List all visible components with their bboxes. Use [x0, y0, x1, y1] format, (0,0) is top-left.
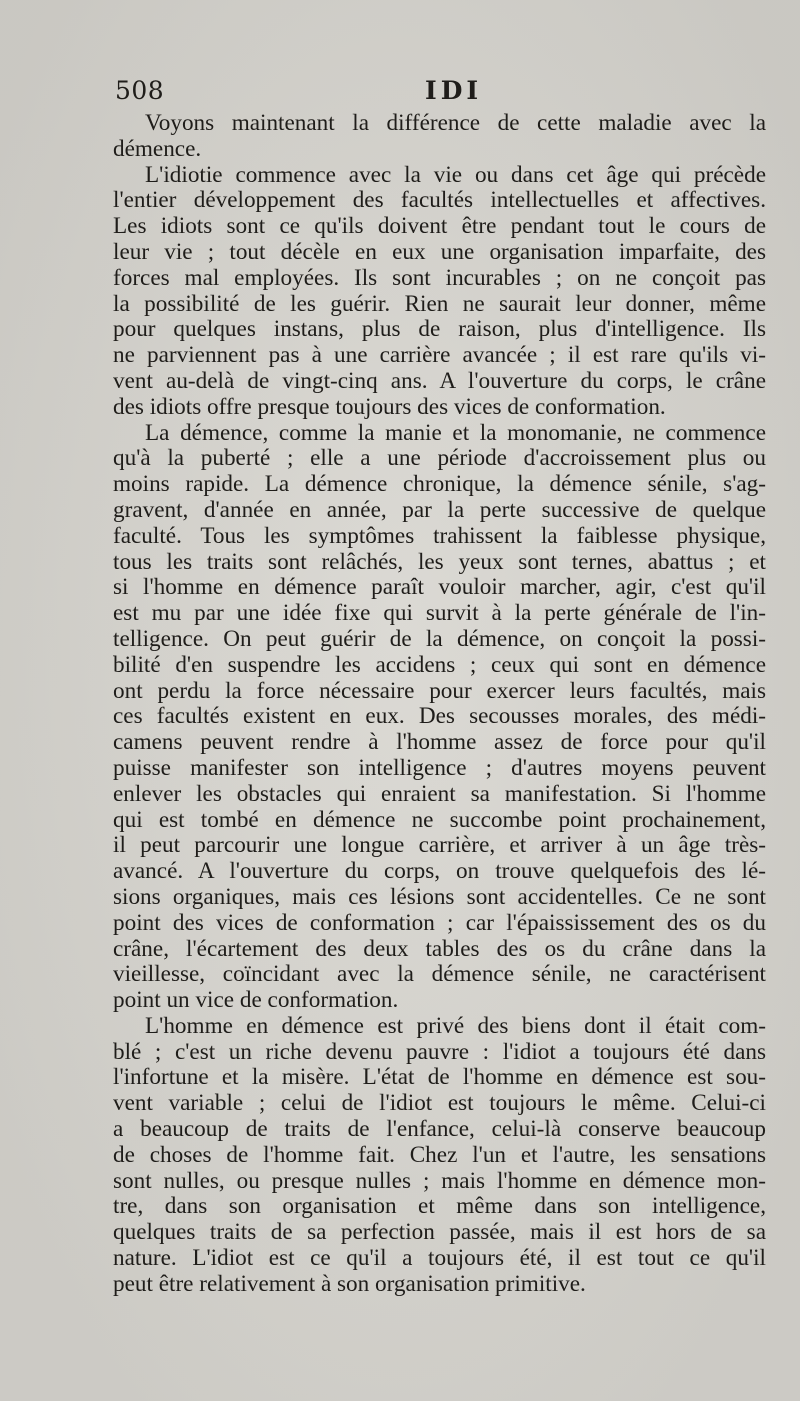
- text-line: L'homme en démence est privé des biens dont il était com-: [145, 1013, 766, 1039]
- text-line: vieillesse, coïncidant avec la démence sénile, ne caractérisent: [113, 962, 766, 988]
- page-number: 508: [115, 76, 165, 105]
- text-line: il peut parcourir une longue carrière, et arriver à un âge très-: [113, 833, 766, 859]
- text-line: tous les traits sont relâchés, les yeux sont ternes, abattus ; et: [113, 549, 766, 575]
- text-line: forces mal employées. Ils sont incurables ; on ne conçoit pas: [113, 265, 766, 291]
- text-line: tre, dans son organisation et même dans son intelligence,: [113, 1194, 766, 1220]
- text-line: bilité d'en suspendre les accidens ; ceux qui sont en démence: [113, 652, 766, 678]
- body-text: [113, 111, 766, 1298]
- text-line: l'infortune et la misère. L'état de l'homme en démence est sou-: [113, 1065, 766, 1091]
- text-line: pour quelques instans, plus de raison, plus d'intelligence. Ils: [113, 317, 766, 343]
- text-line: qu'à la puberté ; elle a une période d'accroissement plus ou: [113, 446, 766, 472]
- page-header: [115, 76, 775, 110]
- text-line: point des vices de conformation ; car l'épaississement des os du: [113, 910, 766, 936]
- text-line: qui est tombé en démence ne succombe point prochainement,: [113, 807, 766, 833]
- text-line: vent au-delà de vingt-cinq ans. A l'ouverture du corps, le crâne: [113, 368, 766, 394]
- text-line: La démence, comme la manie et la monomanie, ne commence: [145, 420, 766, 446]
- text-line: point un vice de conformation.: [113, 988, 399, 1014]
- text-line: blé ; c'est un riche devenu pauvre : l'idiot a toujours été dans: [113, 1039, 766, 1065]
- text-line: vent variable ; celui de l'idiot est toujours le même. Celui-ci: [113, 1091, 766, 1117]
- text-line: moins rapide. La démence chronique, la démence sénile, s'ag-: [113, 472, 766, 498]
- text-line: enlever les obstacles qui enraient sa manifestation. Si l'homme: [113, 781, 766, 807]
- text-line: sions organiques, mais ces lésions sont accidentelles. Ce ne sont: [113, 884, 766, 910]
- text-line: ont perdu la force nécessaire pour exercer leurs facultés, mais: [113, 678, 766, 704]
- running-head: IDI: [425, 76, 483, 105]
- text-line: crâne, l'écartement des deux tables des os du crâne dans la: [113, 936, 766, 962]
- text-line: démence.: [113, 136, 202, 162]
- text-line: des idiots offre presque toujours des vices de conformation.: [113, 394, 666, 420]
- text-line: ces facultés existent en eux. Des secousses morales, des médi-: [113, 704, 766, 730]
- text-line: la possibilité de les guérir. Rien ne saurait leur donner, même: [113, 291, 766, 317]
- text-line: a beaucoup de traits de l'enfance, celui-là conserve beaucoup: [113, 1117, 766, 1143]
- text-line: telligence. On peut guérir de la démence, on conçoit la possi-: [113, 626, 766, 652]
- text-line: sont nulles, ou presque nulles ; mais l'homme en démence mon-: [113, 1168, 766, 1194]
- text-line: avancé. A l'ouverture du corps, on trouve quelquefois des lé-: [113, 859, 766, 885]
- text-line: ne parviennent pas à une carrière avancée ; il est rare qu'ils vi-: [113, 343, 766, 369]
- text-line: faculté. Tous les symptômes trahissent la faiblesse physique,: [113, 523, 766, 549]
- text-line: peut être relativement à son organisation primitive.: [113, 1271, 586, 1297]
- text-line: gravent, d'année en année, par la perte successive de quelque: [113, 497, 766, 523]
- text-line: quelques traits de sa perfection passée, mais il est hors de sa: [113, 1220, 766, 1246]
- text-line: si l'homme en démence paraît vouloir marcher, agir, c'est qu'il: [113, 575, 766, 601]
- text-line: leur vie ; tout décèle en eux une organisation imparfaite, des: [113, 239, 766, 265]
- text-line: Les idiots sont ce qu'ils doivent être pendant tout le cours de: [113, 214, 766, 240]
- text-line: Voyons maintenant la différence de cette maladie avec la: [145, 111, 766, 136]
- text-line: est mu par une idée fixe qui survit à la perte générale de l'in-: [113, 601, 766, 627]
- text-line: camens peuvent rendre à l'homme assez de force pour qu'il: [113, 730, 766, 756]
- text-line: L'idiotie commence avec la vie ou dans cet âge qui précède: [145, 162, 766, 188]
- text-line: puisse manifester son intelligence ; d'autres moyens peuvent: [113, 755, 766, 781]
- text-line: l'entier développement des facultés intellectuelles et affectives.: [113, 188, 766, 214]
- text-line: nature. L'idiot est ce qu'il a toujours été, il est tout ce qu'il: [113, 1246, 766, 1272]
- text-line: de choses de l'homme fait. Chez l'un et l'autre, les sensations: [113, 1142, 766, 1168]
